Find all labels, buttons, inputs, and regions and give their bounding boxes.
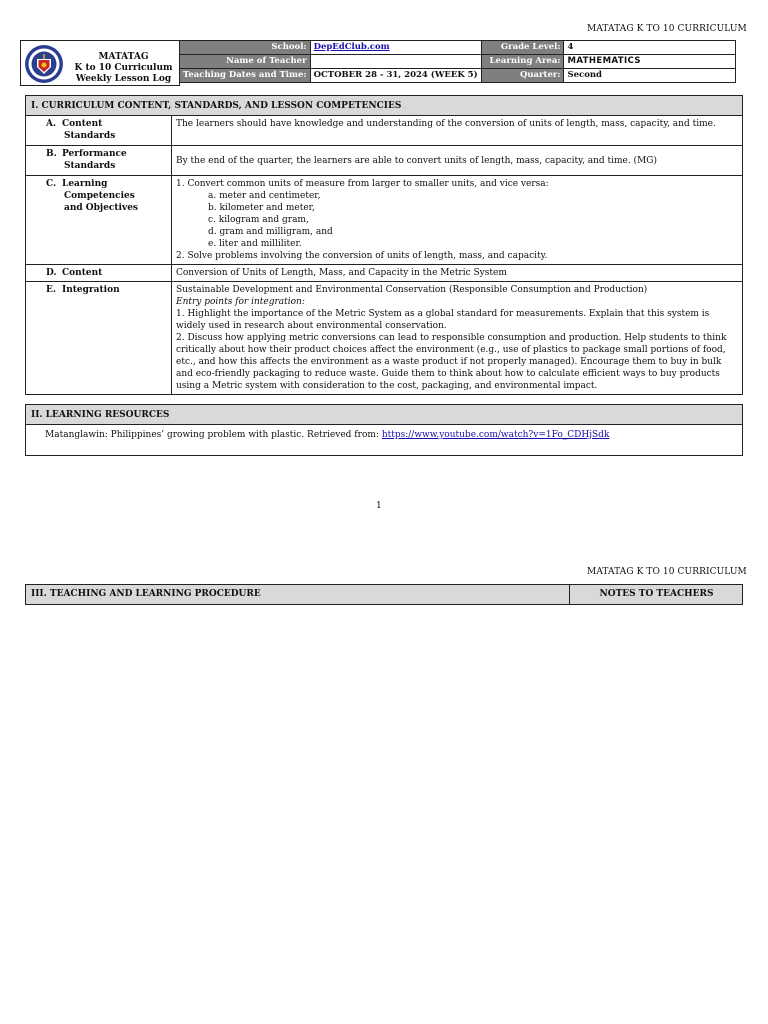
competency-sub-e: e. liter and milliliter.: [208, 239, 302, 249]
curriculum-section-title: I. CURRICULUM CONTENT, STANDARDS, AND LESSON COMPETENCIES: [26, 96, 742, 116]
content-label-text: Content: [62, 268, 103, 278]
grade-level-label: Grade Level:: [481, 41, 564, 55]
curriculum-section: [25, 95, 743, 395]
content-standards-text: The learners should have knowledge and understanding of the conversion of units of length, mass, capacity, and time.: [176, 119, 716, 129]
title-line-matatag: MATATAG: [98, 52, 149, 62]
resource-citation: Matanglawin: Philippines’ growing problem with plastic. Retrieved from:: [45, 430, 379, 440]
integration-theme: Sustainable Development and Environmental Conservation (Responsible Consumption and Production): [176, 285, 648, 295]
performance-standards-row: [26, 146, 742, 176]
learning-resource-entry: [26, 425, 742, 441]
curriculum-label-page-2: MATATAG K TO 10 CURRICULUM: [587, 567, 747, 577]
integration-row: [26, 282, 742, 395]
content-standards-label-line1: Content: [62, 119, 103, 129]
learning-area-value: MATHEMATICS: [564, 55, 736, 69]
teaching-dates-value: OCTOBER 28 - 31, 2024 (WEEK 5): [310, 69, 481, 83]
competency-sub-a: a. meter and centimeter,: [208, 191, 321, 201]
weekly-lesson-log-title: [67, 52, 180, 85]
learning-resources-title: II. LEARNING RESOURCES: [26, 405, 742, 425]
integration-label: [26, 282, 172, 395]
competency-sub-c: c. kilogram and gram,: [208, 215, 309, 225]
lesson-log-header: [20, 40, 736, 88]
content-label: [26, 265, 172, 282]
school-link[interactable]: DepEdClub.com: [313, 42, 390, 52]
performance-standards-label-line2: Standards: [64, 161, 116, 171]
content-letter: D.: [46, 268, 57, 278]
title-box: [20, 40, 180, 86]
performance-standards-label: [26, 146, 172, 176]
integration-point-2: 2. Discuss how applying metric conversions can lead to responsible consumption and production. Help students to think critically about how their product choices affect the environment (e.g., use of plastics to package small portions of food, etc., and how this affects the environment as a waste product if not properly managed). Encourage them to buy in bulk and eco-friendly packaging to reduce waste. Guide them to think about how to calculate efficient ways to buy products using a Metric system with consideration to the cost, packaging, and environmental impact.: [176, 333, 727, 391]
page-number: 1: [376, 501, 382, 511]
title-line-lesson-log: Weekly Lesson Log: [75, 74, 172, 84]
curriculum-table: [26, 116, 742, 394]
teacher-name-label: Name of Teacher: [180, 55, 311, 69]
integration-label-text: Integration: [62, 285, 120, 295]
content-row: [26, 265, 742, 282]
grade-level-value: 4: [564, 41, 736, 55]
competencies-text: [172, 176, 743, 265]
competencies-row: [26, 176, 742, 265]
integration-text: [172, 282, 743, 395]
curriculum-label: MATATAG K TO 10 CURRICULUM: [587, 24, 747, 34]
header-info-grid: [179, 40, 736, 83]
competencies-label-line2: Competencies: [64, 191, 135, 201]
teaching-dates-label: Teaching Dates and Time:: [180, 69, 311, 83]
integration-point-1: 1. Highlight the importance of the Metric System as a global standard for measurements. Explain that this system is widely used in research about environmental conservation.: [176, 309, 710, 331]
title-line-curriculum: K to 10 Curriculum: [74, 63, 173, 73]
competency-item-2: 2. Solve problems involving the conversion of units of length, mass, and capacity.: [176, 251, 548, 261]
performance-standards-label-line1: Performance: [62, 149, 127, 159]
deped-seal-icon: [24, 44, 64, 84]
school-label: School:: [180, 41, 311, 55]
school-value: [310, 41, 481, 55]
teaching-procedure-header: [25, 584, 743, 605]
competency-item-1: 1. Convert common units of measure from larger to smaller units, and vice versa:: [176, 179, 549, 189]
competencies-label: [26, 176, 172, 265]
competency-sub-d: d. gram and milligram, and: [208, 227, 333, 237]
notes-to-teachers-title: NOTES TO TEACHERS: [569, 585, 743, 604]
teacher-name-value: [310, 55, 481, 69]
content-standards-label: [26, 116, 172, 146]
content-standards-row: [26, 116, 742, 146]
performance-standards-text: By the end of the quarter, the learners are able to convert units of length, mass, capacity, and time. (MG): [172, 146, 743, 176]
integration-letter: E.: [46, 285, 56, 295]
competencies-label-line1: Learning: [62, 179, 108, 189]
content-standards-letter: A.: [46, 119, 57, 129]
quarter-label: Quarter:: [481, 69, 564, 83]
competency-sub-b: b. kilometer and meter,: [208, 203, 315, 213]
learning-area-label: Learning Area:: [481, 55, 564, 69]
competencies-letter: C.: [46, 179, 57, 189]
learning-resources-section: [25, 404, 743, 456]
quarter-value: Second: [564, 69, 736, 83]
performance-standards-letter: B.: [46, 149, 57, 159]
teaching-procedure-title: III. TEACHING AND LEARNING PROCEDURE: [31, 589, 261, 599]
content-text: Conversion of Units of Length, Mass, and Capacity in the Metric System: [172, 265, 743, 282]
resource-link[interactable]: https://www.youtube.com/watch?v=1Fo_CDHjSdk: [381, 430, 610, 440]
competencies-label-line3: and Objectives: [64, 203, 138, 213]
content-standards-label-line2: Standards: [64, 131, 116, 141]
integration-entry-points: Entry points for integration:: [176, 297, 305, 307]
